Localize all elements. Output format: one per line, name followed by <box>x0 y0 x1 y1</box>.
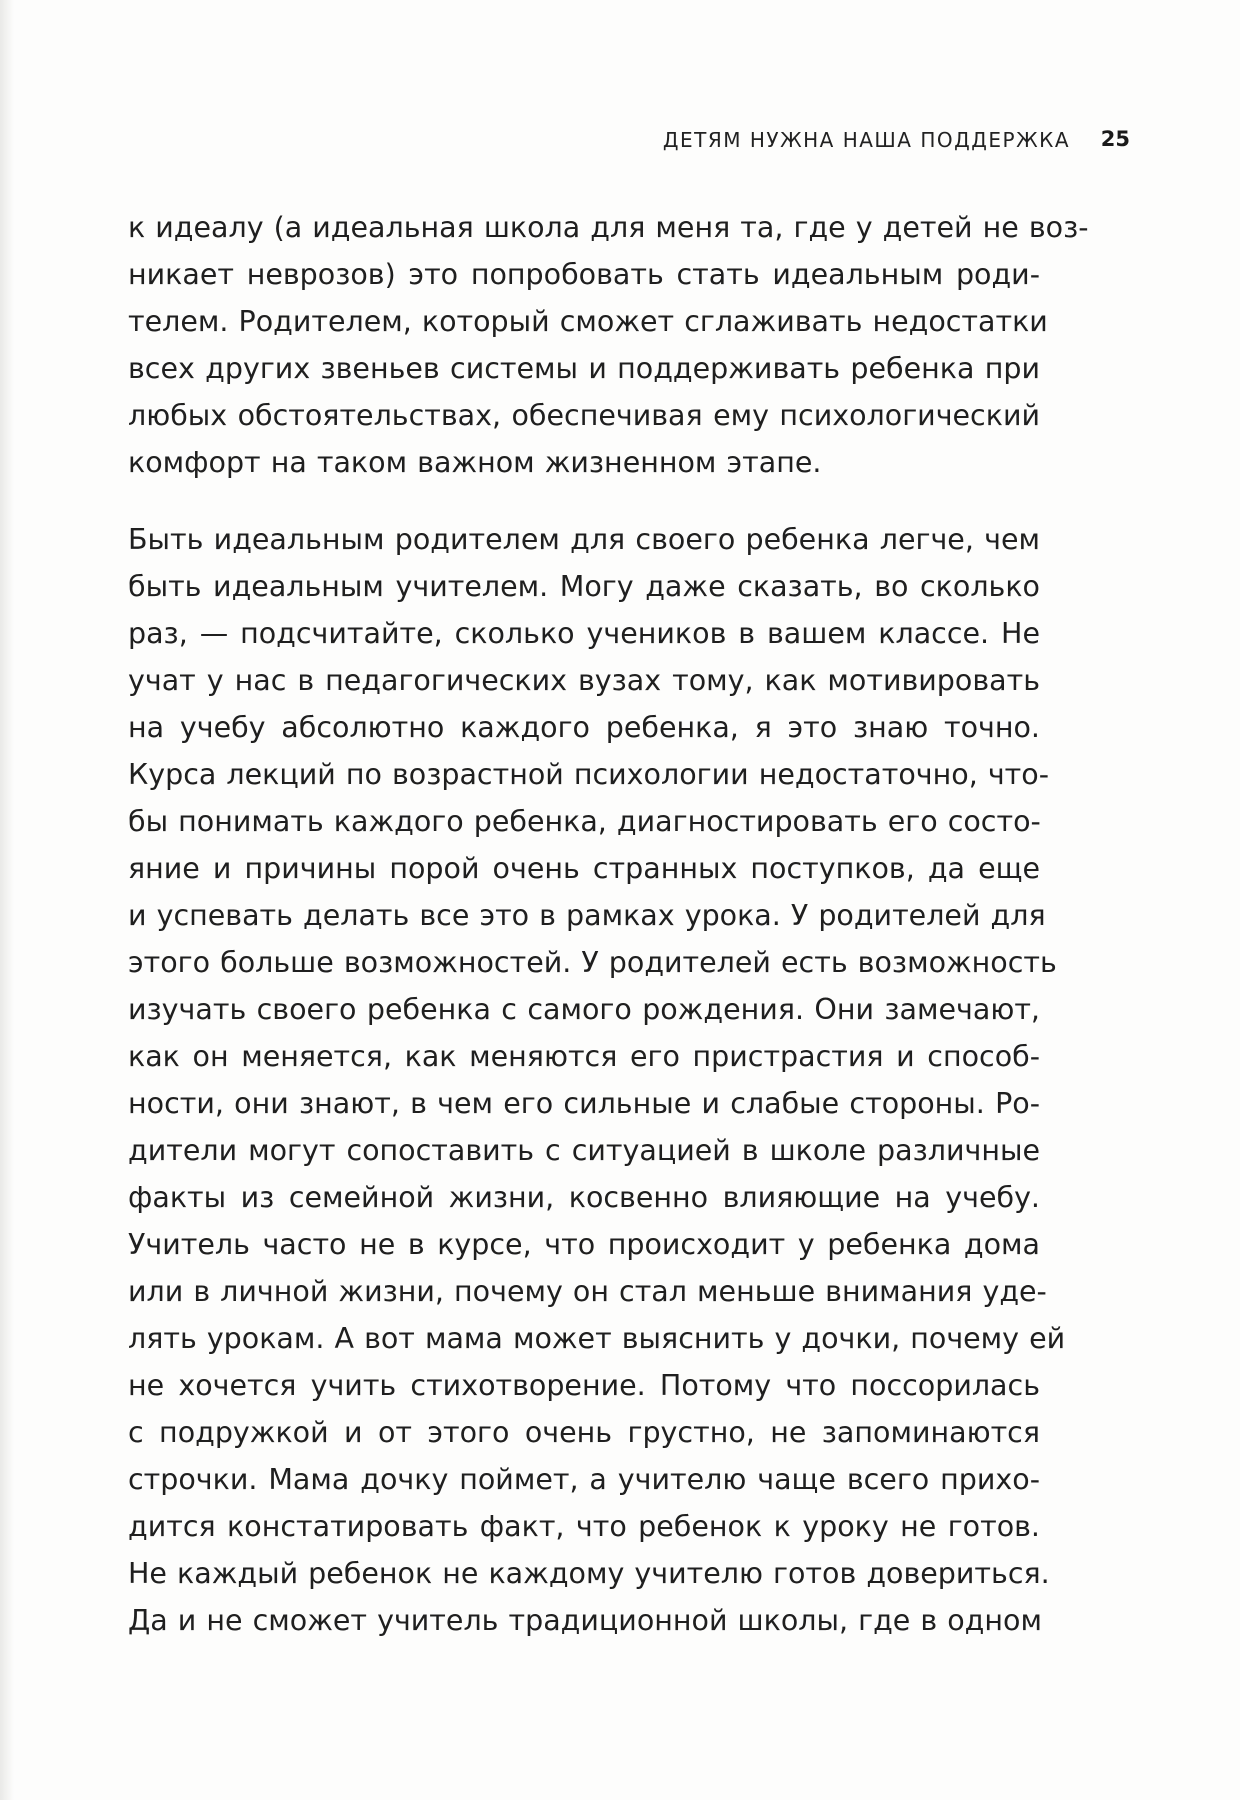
text-line: ности, они знают, в чем его сильные и слабые стороны. Ро- <box>128 1087 1040 1120</box>
text-line: как он меняется, как меняются его пристрастия и способ- <box>128 1040 1040 1073</box>
text-line: всех других звеньев системы и поддерживать ребенка при <box>128 352 1040 385</box>
text-line: на учебу абсолютно каждого ребенка, я это знаю точно. <box>128 711 1040 744</box>
paragraph-gap <box>128 486 1040 516</box>
text-line: комфорт на таком важном жизненном этапе. <box>128 446 822 479</box>
text-line: не хочется учить стихотворение. Потому что поссорилась <box>128 1369 1040 1402</box>
running-head <box>600 128 1130 158</box>
text-line: с подружкой и от этого очень грустно, не запоминаются <box>128 1416 1040 1449</box>
text-line: Курса лекций по возрастной психологии недостаточно, что- <box>128 758 1049 791</box>
text-line: лять урокам. А вот мама может выяснить у дочки, почему ей <box>128 1322 1066 1355</box>
text-line: телем. Родителем, который сможет сглаживать недостатки <box>128 305 1048 338</box>
page-number: 25 <box>1100 127 1130 151</box>
text-line: или в личной жизни, почему он стал меньше внимания уде- <box>128 1275 1047 1308</box>
running-title: ДЕТЯМ НУЖНА НАША ПОДДЕРЖКА <box>662 128 1070 152</box>
text-line: яние и причины порой очень странных поступков, да еще <box>128 852 1040 885</box>
text-line: к идеалу (а идеальная школа для меня та, где у детей не воз- <box>128 211 1089 244</box>
text-line: бы понимать каждого ребенка, диагностировать его состо- <box>128 805 1041 838</box>
body-text <box>128 204 1089 1644</box>
text-line: быть идеальным учителем. Могу даже сказать, во сколько <box>128 570 1040 603</box>
text-line: и успевать делать все это в рамках урока. У родителей для <box>128 899 1046 932</box>
text-line: факты из семейной жизни, косвенно влияющие на учебу. <box>128 1181 1040 1214</box>
paragraph <box>128 204 1089 486</box>
text-line: дители могут сопоставить с ситуацией в школе различные <box>128 1134 1040 1167</box>
paragraph <box>128 516 1066 1644</box>
text-line: Быть идеальным родителем для своего ребенка легче, чем <box>128 523 1040 556</box>
text-line: любых обстоятельствах, обеспечивая ему психологический <box>128 399 1040 432</box>
text-line: дится констатировать факт, что ребенок к уроку не готов. <box>128 1510 1040 1543</box>
text-line: Не каждый ребенок не каждому учителю готов довериться. <box>128 1557 1050 1590</box>
text-line: строчки. Мама дочку поймет, а учителю чаще всего прихо- <box>128 1463 1040 1496</box>
text-line: Учитель часто не в курсе, что происходит у ребенка дома <box>128 1228 1040 1261</box>
text-line: изучать своего ребенка с самого рождения. Они замечают, <box>128 993 1040 1026</box>
text-line: этого больше возможностей. У родителей есть возможность <box>128 946 1057 979</box>
text-line: никает неврозов) это попробовать стать идеальным роди- <box>128 258 1040 291</box>
page-gutter-shadow <box>0 0 14 1800</box>
text-line: раз, — подсчитайте, сколько учеников в вашем классе. Не <box>128 617 1040 650</box>
text-line: учат у нас в педагогических вузах тому, как мотивировать <box>128 664 1040 697</box>
text-line: Да и не сможет учитель традиционной школы, где в одном <box>128 1604 1042 1637</box>
